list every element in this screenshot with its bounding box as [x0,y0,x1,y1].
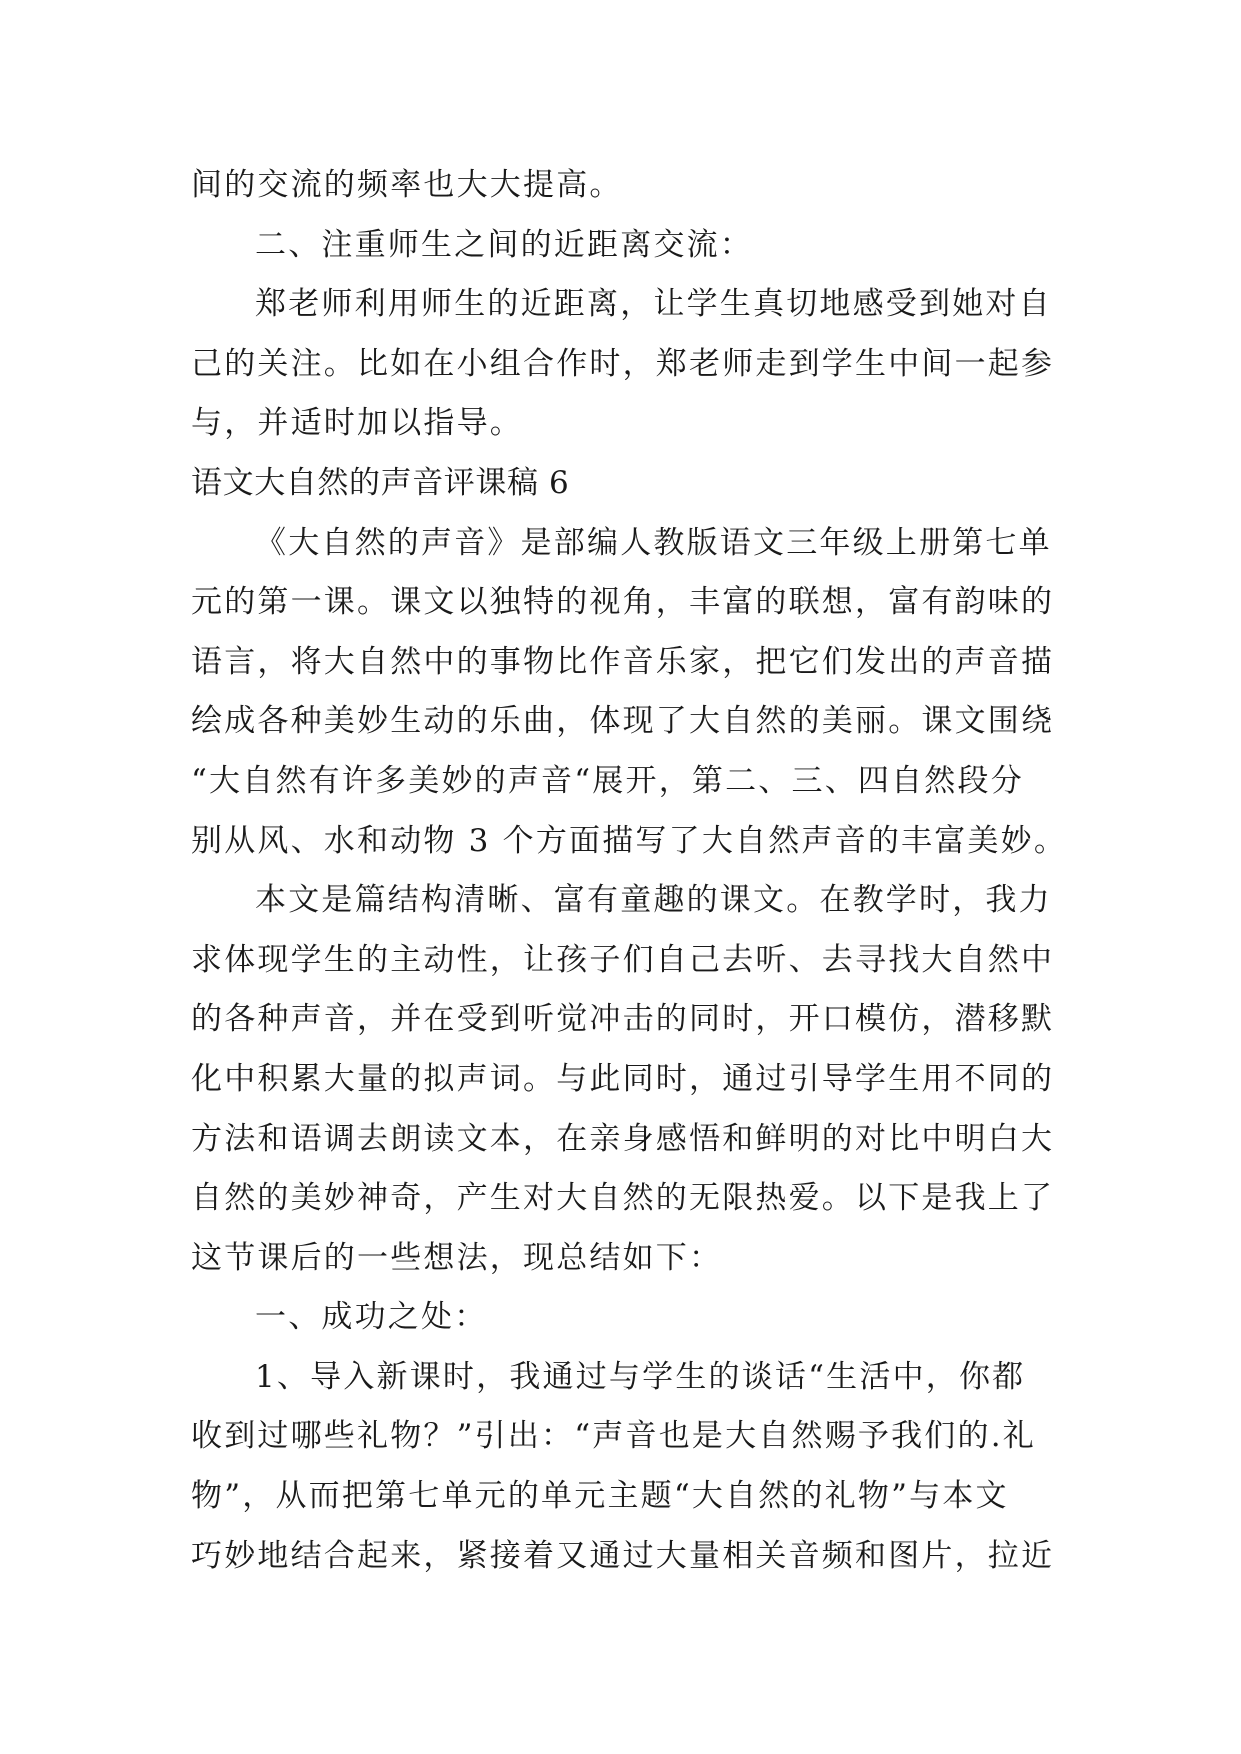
text-line: 绘成各种美妙生动的乐曲，体现了大自然的美丽。课文围绕 [191,703,1055,740]
text-line: 一、成功之处： [255,1299,488,1336]
text-line: 方法和语调去朗读文本，在亲身感悟和鲜明的对比中明白大 [191,1120,1055,1157]
text-line: 化中积累大量的拟声词。与此同时，通过引导学生用不同的 [191,1060,1055,1097]
text-line: 1、导入新课时，我通过与学生的谈话“生活中，你都 [255,1358,1026,1395]
text-line: 《大自然的声音》是部编人教版语文三年级上册第七单 [255,524,1052,561]
section-heading: 语文大自然的声音评课稿 6 [191,464,570,501]
text-line: “大自然有许多美妙的声音“展开，第二、三、四自然段分 [191,762,1024,799]
text-line: 巧妙地结合起来，紧接着又通过大量相关音频和图片，拉近 [191,1537,1055,1574]
text-line: 自然的美妙神奇，产生对大自然的无限热爱。以下是我上了 [191,1180,1055,1217]
text-line: 郑老师利用师生的近距离，让学生真切地感受到她对自 [255,286,1052,323]
text-line: 这节课后的一些想法，现总结如下： [191,1239,723,1276]
text-line: 收到过哪些礼物？”引出：“声音也是大自然赐予我们的.礼 [191,1418,1036,1455]
text-line: 二、注重师生之间的近距离交流： [255,226,753,263]
text-line: 求体现学生的主动性，让孩子们自己去听、去寻找大自然中 [191,941,1055,978]
text-line: 语言，将大自然中的事物比作音乐家，把它们发出的声音描 [191,643,1055,680]
text-line: 与，并适时加以指导。 [191,405,523,442]
text-line: 本文是篇结构清晰、富有童趣的课文。在教学时，我力 [255,882,1052,919]
text-line: 别从风、水和动物 3 个方面描写了大自然声音的丰富美妙。 [191,822,1068,859]
text-line: 的各种声音，并在受到听觉冲击的同时，开口模仿，潜移默 [191,1001,1055,1038]
document-body [191,156,1071,1586]
text-line: 己的关注。比如在小组合作时，郑老师走到学生中间一起参 [191,345,1055,382]
text-line: 间的交流的频率也大大提高。 [191,167,623,203]
text-line: 物”，从而把第七单元的单元主题“大自然的礼物”与本文 [191,1478,1009,1515]
text-line: 元的第一课。课文以独特的视角，丰富的联想，富有韵味的 [191,584,1055,621]
